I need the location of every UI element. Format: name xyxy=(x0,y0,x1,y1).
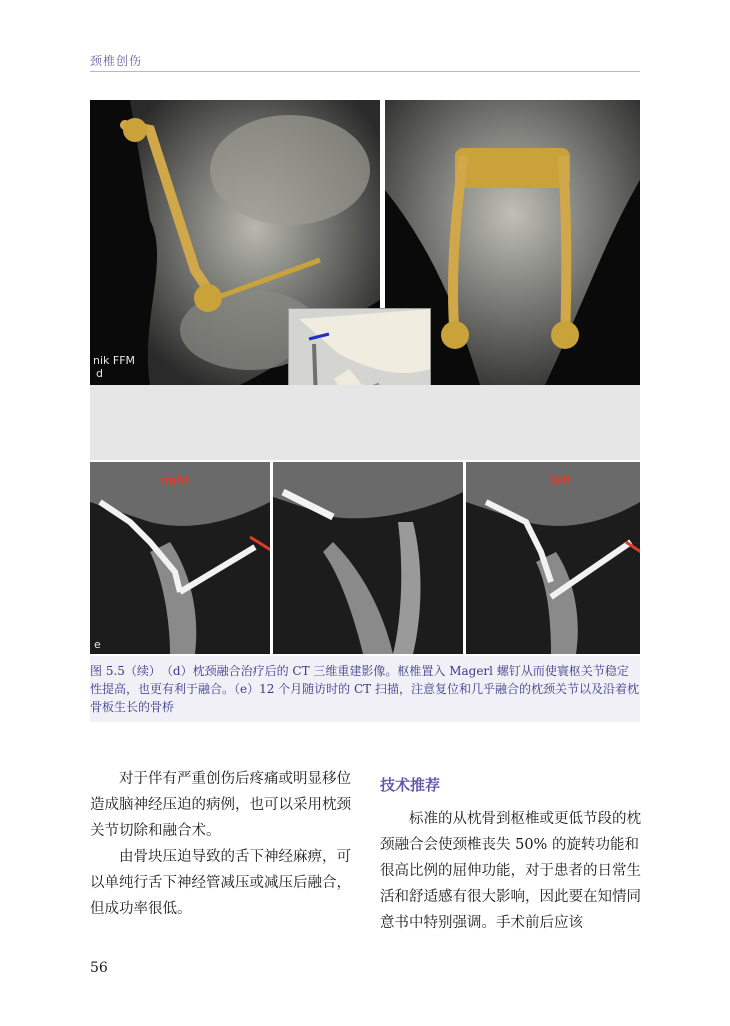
ct-sagittal-left-image xyxy=(466,462,640,654)
label-left: left xyxy=(551,472,571,487)
panel-d-marker: d xyxy=(96,367,103,380)
body-column-left xyxy=(90,766,352,922)
figure-background-strip xyxy=(90,385,640,460)
ct-sagittal-mid-image xyxy=(273,462,463,654)
overlay-label: nik FFM xyxy=(93,354,136,367)
figure-caption: 图 5.5（续） （d）枕颈融合治疗后的 CT 三维重建影像。枢椎置入 Magerl 螺钉从而使寰枢关节稳定性提高，也更有利于融合。（e）12 个月随访时的 CT 扫描，注意复位和几乎融合的枕颈关节以及沿着枕骨板生长的骨桥 xyxy=(90,664,640,714)
panel-e-marker: e xyxy=(94,638,101,651)
ct-sagittal-right-image xyxy=(90,462,270,654)
body-paragraph: 由骨块压迫导致的舌下神经麻痹，可以单纯行舌下神经管减压或减压后融合，但成功率很低。 xyxy=(90,849,351,917)
label-right: right xyxy=(160,472,189,487)
body-paragraph: 对于伴有严重创伤后疼痛或明显移位造成脑神经压迫的病例，也可以采用枕颈关节切除和融合术。 xyxy=(90,771,351,839)
body-paragraph: 标准的从枕骨到枢椎或更低节段的枕颈融合会使颈椎丧失 50% 的旋转功能和很高比例的屈伸功能，对于患者的日常生活和舒适感有很大影响，因此要在知情同意书中特别强调。手术前后应该 xyxy=(380,811,641,931)
body-column-right xyxy=(380,806,642,936)
header-divider xyxy=(90,71,640,72)
section-heading: 技术推荐 xyxy=(380,776,441,794)
page-number: 56 xyxy=(90,960,108,976)
running-header: 颈椎创伤 xyxy=(90,54,143,68)
